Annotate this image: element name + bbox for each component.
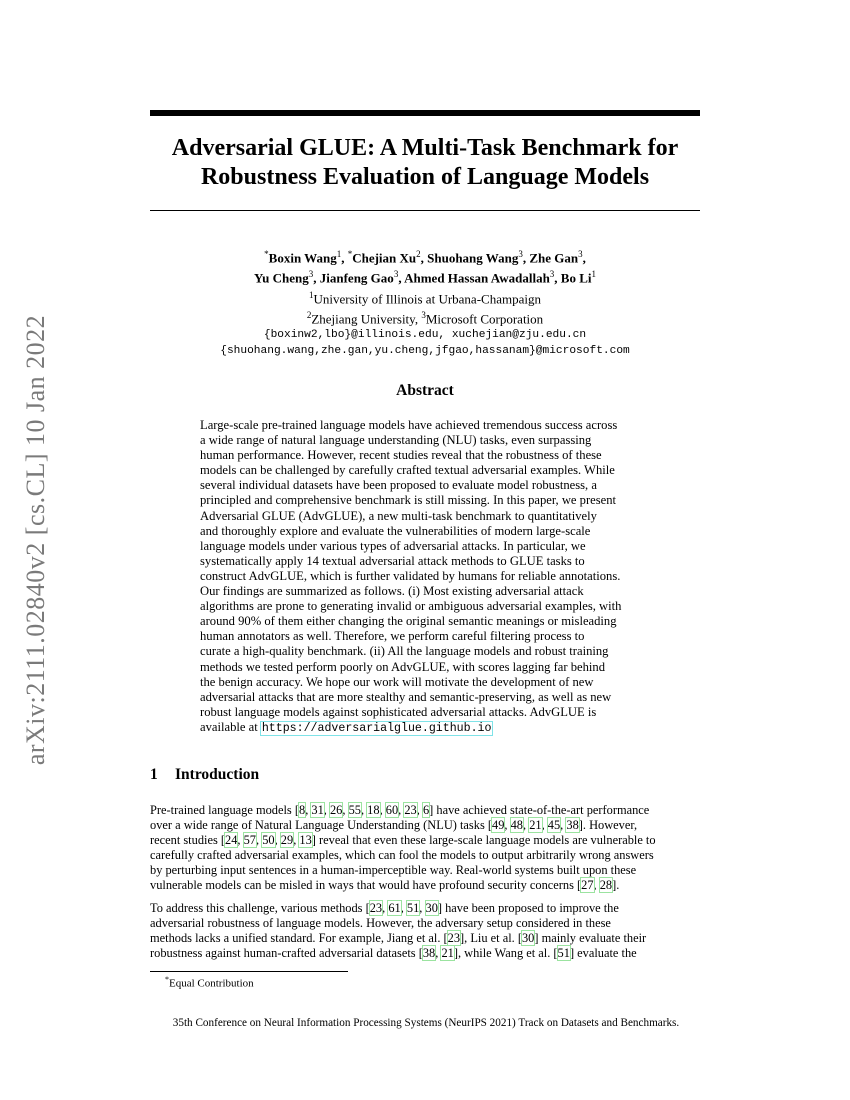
paragraph-line: by perturbing input sentences in a human-imperceptible way. Real-world systems built upon these — [150, 863, 637, 878]
paragraph-line: adversarial robustness of language models. However, the adversary setup considered in these — [150, 916, 611, 931]
citation-link[interactable]: 13 — [299, 833, 312, 848]
abstract-line: a wide range of natural language understanding (NLU) tasks, even surpassing — [200, 433, 592, 448]
abstract-line: adversarial attacks that are more stealthy and semantic-preserving, as well as new — [200, 689, 612, 704]
footnote — [165, 975, 254, 990]
section-title: Introduction — [175, 766, 260, 783]
citation-link[interactable]: 38 — [422, 946, 436, 961]
author-name: Jianfeng Gao — [319, 270, 394, 286]
author-name: Boxin Wang — [268, 250, 337, 266]
abstract-line: construct AdvGLUE, which is further validated by humans for reliable annotations. — [200, 568, 621, 583]
affiliation-name: Zhejiang University, — [311, 311, 422, 327]
citation-link[interactable]: 21 — [529, 818, 542, 833]
equal-contribution-mark: * — [264, 249, 269, 259]
footnote-mark: * — [165, 975, 169, 984]
affiliation-number: 1 — [309, 289, 314, 300]
author-affiliation-mark: 3 — [393, 269, 399, 280]
equal-contribution-mark: * — [347, 249, 353, 259]
footnote-rule — [150, 971, 348, 972]
paper-title — [150, 134, 700, 192]
author-name: Zhe Gan — [529, 250, 579, 266]
author-affiliation-mark: 3 — [578, 249, 583, 259]
citation-link[interactable]: 24 — [225, 833, 238, 848]
affiliation-name: Microsoft Corporation — [425, 311, 544, 327]
abstract-line: the benign accuracy. We hope our work will motivate the development of new — [200, 674, 594, 689]
citation-link[interactable]: 38 — [566, 818, 579, 833]
author-affiliation-mark: 3 — [518, 249, 523, 259]
citation-link[interactable]: 21 — [441, 946, 454, 961]
paragraph-line: robustness against human-crafted adversarial datasets [38, 21], while Wang et al. [51] evaluate the — [150, 946, 637, 961]
project-url-link[interactable]: https://adversarialglue.github.io — [261, 721, 492, 735]
author-name: Ahmed Hassan Awadallah — [404, 270, 550, 286]
affiliation-number: 3 — [421, 309, 426, 320]
citation-link[interactable]: 26 — [329, 803, 343, 817]
section-number: 1 — [150, 766, 158, 783]
email-line-2: {shuohang.wang,zhe.gan,yu.cheng,jfgao,hassanam}@microsoft.com — [220, 345, 630, 358]
citation-link[interactable]: 28 — [599, 878, 613, 893]
author-block — [150, 246, 700, 359]
citation-link[interactable]: 57 — [243, 833, 256, 848]
paragraph-line: methods lacks a unified standard. For example, Jiang et al. [23], Liu et al. [30] mainly evaluate their — [150, 931, 647, 946]
citation-link[interactable]: 30 — [425, 901, 438, 915]
abstract-line: robust language models against sophisticated adversarial attacks. AdvGLUE is — [200, 704, 597, 719]
conference-footer: 35th Conference on Neural Information Processing Systems (NeurIPS 2021) Track on Datasets and Benchmarks. — [172, 1017, 680, 1029]
abstract-line: systematically apply 14 textual adversarial attack methods to GLUE tasks to — [200, 553, 585, 568]
abstract-body — [200, 418, 651, 736]
intro-paragraph-1 — [150, 803, 701, 894]
citation-link[interactable]: 61 — [388, 901, 401, 915]
citation-link[interactable]: 18 — [367, 803, 380, 817]
intro-paragraph-2 — [150, 901, 701, 961]
title-line-1: Adversarial GLUE: A Multi-Task Benchmark for — [171, 135, 679, 161]
citation-link[interactable]: 6 — [422, 803, 430, 817]
arxiv-stamp — [16, 300, 56, 780]
paragraph-line: Pre-trained language models [8, 31, 26, 55, 18, 60, 23, 6] have achieved state-of-the-art performance — [150, 803, 650, 817]
citation-link[interactable]: 8 — [298, 803, 306, 817]
title-line-2: Robustness Evaluation of Language Models — [200, 164, 650, 190]
citation-link[interactable]: 23 — [369, 901, 383, 915]
citation-link[interactable]: 50 — [262, 833, 275, 848]
email-line-1: {boxinw2,lbo}@illinois.edu, xuchejian@zju.edu.cn — [263, 329, 587, 342]
citation-link[interactable]: 31 — [311, 803, 324, 817]
abstract-line: Our findings are summarized as follows. (i) Most existing adversarial attack — [200, 584, 584, 599]
affiliation-name: University of Illinois at Urbana-Champaign — [313, 290, 541, 306]
abstract-line: language models under various types of adversarial attacks. In particular, we — [200, 538, 586, 553]
abstract-line: around 90% of them either changing the original semantic meanings or misleading — [200, 614, 617, 629]
title-bottom-rule — [150, 210, 700, 211]
abstract-last-line — [200, 720, 651, 736]
abstract-line: Adversarial GLUE (AdvGLUE), a new multi-task benchmark to quantitatively — [200, 508, 597, 523]
paragraph-line: To address this challenge, various methods [23, 61, 51, 30] have been proposed to improve the — [150, 901, 619, 915]
author-affiliation-mark: 1 — [591, 269, 597, 280]
paragraph-line: vulnerable models can be misled in ways that would have profound security concerns [27, 28]. — [150, 878, 620, 893]
author-name: Chejian Xu — [352, 250, 417, 266]
title-top-rule — [150, 110, 700, 116]
paragraph-line: over a wide range of Natural Language Understanding (NLU) tasks [49, 48, 21, 45, 38]. However, — [150, 818, 638, 833]
footnote-text: Equal Contribution — [169, 977, 254, 990]
paragraph-line: recent studies [24, 57, 50, 29, 13] reveal that even these large-scale language models are vulnerable to — [150, 833, 656, 848]
paragraph-line: carefully crafted adversarial examples, which can fool the models to output arbitrarily wrong answers — [150, 848, 654, 863]
author-affiliation-mark: 3 — [549, 269, 555, 280]
abstract-line: curate a high-quality benchmark. (ii) All the language models and robust training — [200, 644, 609, 659]
citation-link[interactable]: 30 — [521, 931, 535, 946]
abstract-line: human performance. However, recent studies reveal that the robustness of these — [200, 448, 602, 463]
citation-link[interactable]: 23 — [404, 803, 417, 817]
author-affiliation-mark: 1 — [336, 249, 342, 259]
citation-link[interactable]: 51 — [557, 946, 570, 961]
citation-link[interactable]: 60 — [385, 803, 399, 817]
abstract-line: human annotators as well. Therefore, we perform careful filtering process to — [200, 629, 585, 644]
affiliation-line-2 — [150, 307, 700, 327]
abstract-line: several individual datasets have been proposed to evaluate model robustness, a — [200, 478, 597, 493]
citation-link[interactable]: 29 — [280, 833, 294, 848]
abstract-line: algorithms are prone to generating invalid or ambiguous adversarial examples, with — [200, 599, 622, 614]
abstract-heading: Abstract — [396, 382, 454, 399]
citation-link[interactable]: 45 — [547, 818, 561, 833]
citation-link[interactable]: 55 — [348, 803, 361, 817]
citation-link[interactable]: 23 — [447, 931, 461, 946]
citation-link[interactable]: 49 — [492, 818, 505, 833]
affiliation-line-1 — [150, 287, 700, 307]
affiliation-number: 2 — [306, 309, 312, 320]
author-affiliation-mark: 3 — [308, 269, 314, 280]
author-name: Yu Cheng — [253, 270, 309, 286]
author-affiliation-mark: 2 — [416, 249, 421, 259]
author-name: Shuohang Wang — [427, 250, 519, 266]
abstract-line: methods we tested perform poorly on AdvGLUE, with scores lagging far behind — [200, 659, 606, 674]
abstract-line: principled and comprehensive benchmark is still missing. In this paper, we present — [200, 493, 617, 508]
arxiv-stamp-text: arXiv:2111.02840v2 [cs.CL] 10 Jan 2022 — [21, 314, 51, 766]
author-name: Bo Li — [560, 270, 592, 286]
abstract-line: models can be challenged by carefully crafted textual adversarial examples. While — [200, 463, 615, 478]
abstract-line: and thoroughly explore and evaluate the vulnerabilities of modern large-scale — [200, 523, 591, 538]
author-line-2: Yu Cheng$^3$, Jianfeng Gao$^3$, Ahmed Hassan Awadallah$^3$, Bo Li$^1$ — [253, 269, 597, 286]
abstract-line: Large-scale pre-trained language models have achieved tremendous success across — [200, 418, 618, 432]
citation-link[interactable]: 27 — [581, 878, 594, 893]
abstract-text: available at — [200, 719, 261, 734]
citation-link[interactable]: 48 — [510, 818, 523, 833]
section-heading — [150, 766, 259, 784]
author-line-1: *Boxin Wang$^1$, *Chejian Xu$^2$, Shuohang Wang$^3$, Zhe Gan$^3$, — [264, 249, 586, 266]
citation-link[interactable]: 51 — [406, 901, 420, 915]
